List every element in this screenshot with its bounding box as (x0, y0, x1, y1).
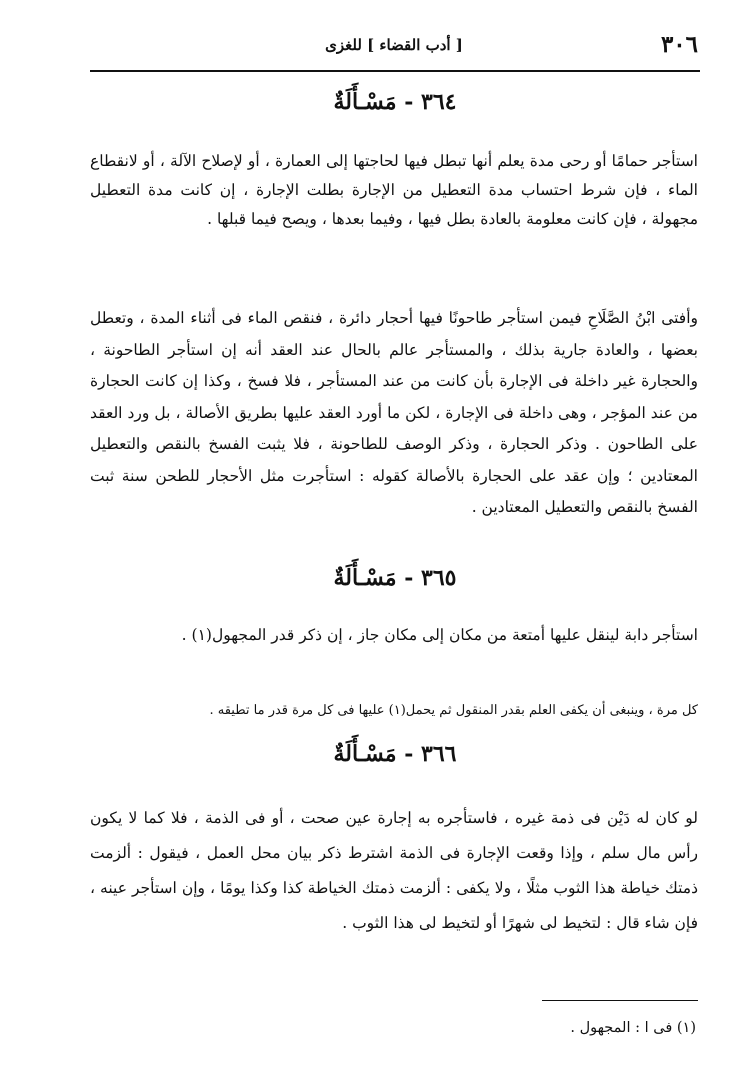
running-title: [ أدب القضاء ] للغزى (325, 36, 463, 54)
paragraph-text: وأفتى ابْنُ الصَّلَاحِ فيمن استأجر طاحونًا فيها أحجار دائرة ، فنقص الماء فى أثناء المدة ، وتعطل بعضها ، والعادة جارية بذلك ، والمستأجر عالم بالحال عند العقد أنه إن استأجر الطاحونة ، والحجارة غير داخلة فى الإجارة بأن كانت من عند المستأجر ، فلا فسخ ، وكذا إن كانت الحجارة من عند المؤجر ، وهى داخلة فى الإجارة ، لكن ما أورد العقد عليها بطريق الأصالة ، بل ورد العقد على الطاحون . وذكر الحجارة ، وذكر الوصف للطاحونة ، فلا يثبت الفسخ بالنقص والتعطيل المعتادين ؛ وإن عقد على الحجارة بالأصالة كقوله : استأجرت مثل الأحجار للطحن سنة ثبت الفسخ بالنقص والتعطيل المعتادين . (90, 309, 698, 516)
footnote: (١) فى ا : المجهول . (570, 1020, 696, 1036)
section-heading-364: ٣٦٤ - مَسْـأَلَةٌ (333, 89, 457, 115)
paragraph-text: لو كان له دَيْن فى ذمة غيره ، فاستأجره به إجارة عين صحت ، أو فى الذمة ، فلا كما لا يكون رأس مال سلم ، وإذا وقعت الإجارة فى الذمة اشترط ذكر بيان محل العمل ، فيقول : ألزمت ذمتك خياطة هذا الثوب مثلًا ، ولا يكفى : ألزمت ذمتك الخياطة كذا وكذا يومًا ، وإن استأجر عينه ، فإن شاء قال : لتخيط لى شهرًا أو لتخيط لى هذا الثوب . (90, 809, 698, 932)
section-365-note-line: كل مرة ، وينبغى أن يكفى العلم بقدر المنقول ثم يحمل(١) عليها فى كل مرة قدر ما تطيقه . (209, 703, 698, 718)
footnote-rule (542, 1000, 698, 1001)
page-number: ٣٠٦ (660, 31, 698, 58)
section-364-paragraph-1 (90, 147, 698, 234)
paragraph-text: استأجر حمامًا أو رحى مدة يعلم أنها تبطل فيها لحاجتها إلى العمارة ، أو لإصلاح الآلة ، أو لانقطاع الماء ، فإن شرط احتساب مدة التعطيل من الإجارة بطلت الإجارة ، إن كانت مدة التعطيل مجهولة ، فإن كانت معلومة بالعادة بطل فيها ، وفيما بعدها ، ويصح فيما قبلها . (90, 152, 698, 228)
section-365-paragraph-1 (90, 622, 698, 649)
page-header (90, 28, 698, 62)
section-364-paragraph-2 (90, 303, 698, 524)
section-heading-365: ٣٦٥ - مَسْـأَلَةٌ (333, 565, 457, 591)
section-heading-366: ٣٦٦ - مَسْـأَلَةٌ (333, 741, 457, 767)
section-366-paragraph-1 (90, 801, 698, 941)
paragraph-text: استأجر دابة لينقل عليها أمتعة من مكان إلى مكان جاز ، إن ذكر قدر المجهول(١) . (181, 626, 698, 644)
header-rule (90, 70, 700, 72)
